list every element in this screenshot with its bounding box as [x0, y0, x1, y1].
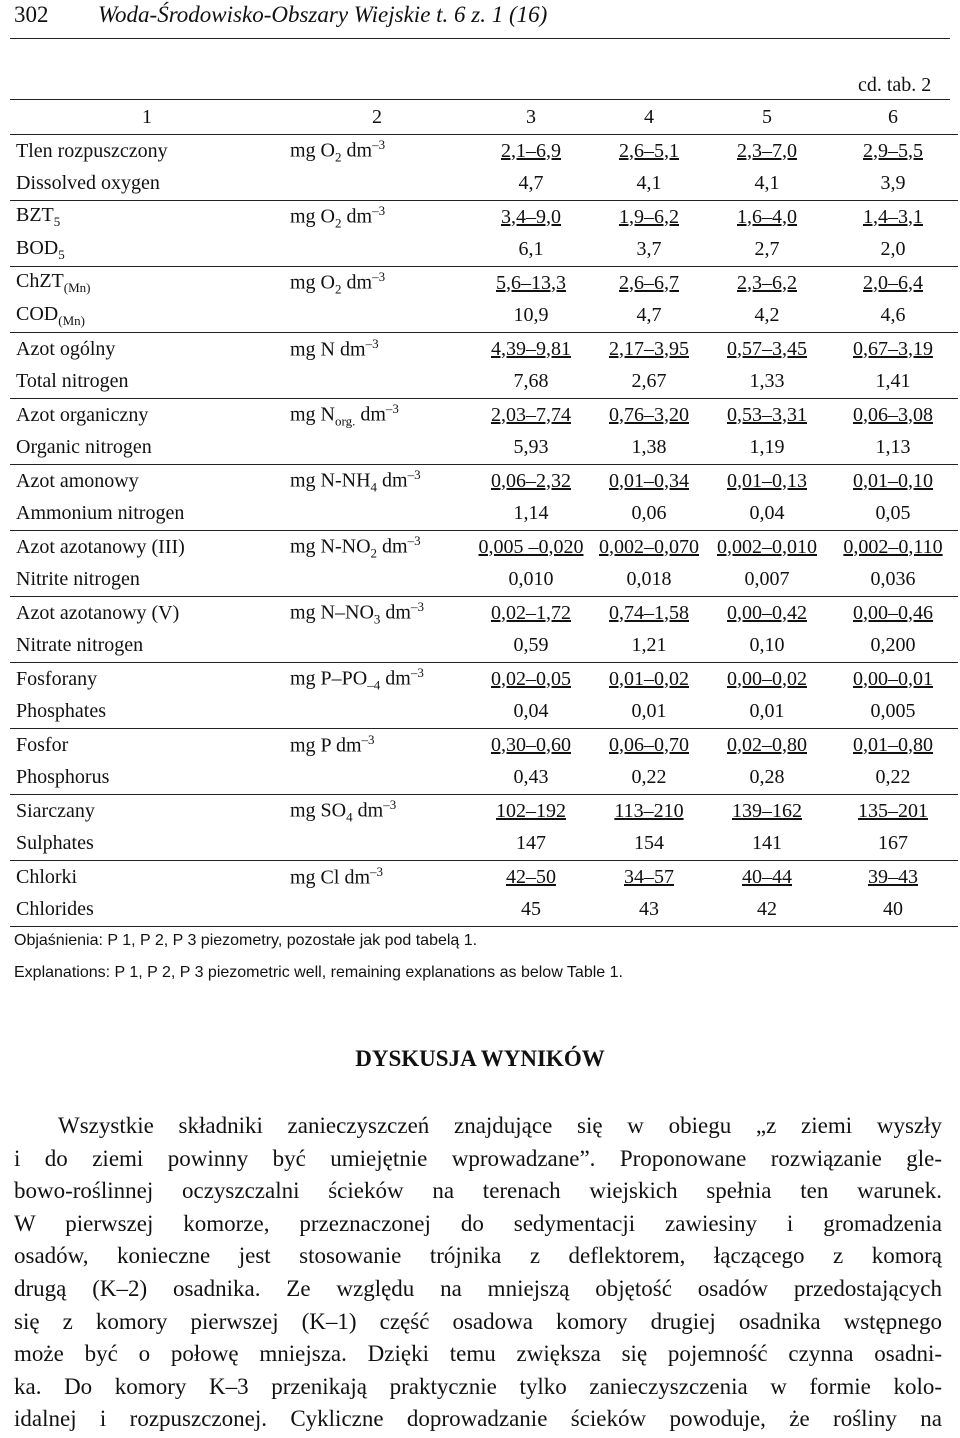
- value-mean: 0,036: [828, 563, 958, 597]
- paragraph-line: i do ziemi powinny być umiejętnie wprowadzane”. Proponowane rozwiązanie gle-: [14, 1145, 942, 1171]
- value-mean: 0,04: [706, 497, 828, 531]
- value-range: 0,01–0,80: [853, 733, 933, 756]
- value-range: 0,74–1,58: [609, 601, 689, 624]
- empty-cell: [284, 563, 470, 597]
- parameter-unit: mg Cl $dm^{-3}$: [290, 864, 384, 889]
- paragraph-line: W pierwszej komorze, przeznaczonej do sedymentacji zawiesiny i gromadzenia: [14, 1210, 942, 1236]
- paragraph-line: idalnej i rozpuszczonej. Cykliczne doprowadzanie ścieków powoduje, że rośliny na: [14, 1406, 942, 1432]
- empty-cell: [284, 761, 470, 795]
- value-range: 4,39–9,81: [491, 337, 571, 360]
- journal-title: Woda-Środowisko-Obszary Wiejskie t. 6 z. 1 (16): [98, 2, 548, 27]
- value-mean: 0,10: [706, 629, 828, 663]
- body-paragraph: [14, 1110, 942, 1436]
- value-mean: 1,41: [828, 365, 958, 399]
- value-range: 0,00–0,42: [727, 601, 807, 624]
- column-number: 5: [706, 100, 828, 135]
- value-range: 2,1–6,9: [501, 139, 561, 162]
- parameter-unit: mg $O_2$ $dm^{-3}$: [290, 268, 386, 297]
- parameter-row-means: [10, 893, 958, 927]
- parameter-name-en: Nitrate nitrogen: [10, 629, 284, 663]
- parameter-name-en: Phosphorus: [10, 761, 284, 795]
- parameter-row-ranges: [10, 465, 958, 498]
- value-range: 1,4–3,1: [863, 205, 923, 228]
- value-range: 2,0–6,4: [863, 271, 923, 294]
- value-mean: 7,68: [470, 365, 592, 399]
- value-range: 0,01–0,02: [609, 667, 689, 690]
- value-range: 0,00–0,02: [727, 667, 807, 690]
- page-number: 302: [14, 2, 49, 27]
- value-range: 0,06–0,70: [609, 733, 689, 756]
- value-range: 2,03–7,74: [491, 403, 571, 426]
- parameter-row-ranges: [10, 663, 958, 696]
- parameter-row-means: [10, 233, 958, 267]
- paragraph-line: się z komory pierwszej (K–1) część osadowa komory drugiej osadnika wstępnego: [14, 1308, 942, 1334]
- note-english: Explanations: P 1, P 2, P 3 piezometric well, remaining explanations as below Table 1.: [14, 964, 623, 981]
- value-range: 0,02–0,05: [491, 667, 571, 690]
- value-mean: 4,2: [706, 299, 828, 333]
- empty-cell: [284, 629, 470, 663]
- value-mean: 0,01: [592, 695, 706, 729]
- parameter-row-means: [10, 431, 958, 465]
- value-range: 135–201: [858, 799, 928, 822]
- table-continuation-label: cd. tab. 2: [858, 74, 932, 96]
- value-mean: 141: [706, 827, 828, 861]
- value-range: 2,6–5,1: [619, 139, 679, 162]
- value-range: 3,4–9,0: [501, 205, 561, 228]
- parameter-name-en: Chlorides: [10, 893, 284, 927]
- value-range: 1,6–4,0: [737, 205, 797, 228]
- paragraph-line: osadów, konieczne jest stosowanie trójnika z deflektorem, łączącego z komorą: [14, 1243, 942, 1269]
- value-range: 0,06–3,08: [853, 403, 933, 426]
- value-mean: 1,13: [828, 431, 958, 465]
- parameter-name-pl: Azot azotanowy (V): [16, 601, 180, 624]
- value-range: 0,30–0,60: [491, 733, 571, 756]
- parameter-name-pl: Azot amonowy: [16, 469, 139, 492]
- parameter-name-pl: Chlorki: [16, 865, 78, 888]
- parameter-name-en: Sulphates: [10, 827, 284, 861]
- parameter-unit: mg $O_2$ $dm^{-3}$: [290, 136, 386, 165]
- value-mean: 0,59: [470, 629, 592, 663]
- value-mean: 167: [828, 827, 958, 861]
- value-range: 1,9–6,2: [619, 205, 679, 228]
- parameter-row-means: [10, 629, 958, 663]
- paragraph-line: może być o połowę mniejsza. Dzięki temu zwiększa się pojemność czynna osadni-: [14, 1341, 942, 1367]
- value-mean: 10,9: [470, 299, 592, 333]
- paragraph-line: ka. Do komory K–3 przenikają praktycznie tylko zanieczyszczenia w formie kolo-: [14, 1373, 942, 1399]
- value-mean: 147: [470, 827, 592, 861]
- value-mean: 40: [828, 893, 958, 927]
- parameter-row-means: [10, 497, 958, 531]
- value-range: 0,01–0,34: [609, 469, 689, 492]
- value-mean: 6,1: [470, 233, 592, 267]
- value-mean: 1,19: [706, 431, 828, 465]
- column-number: 6: [828, 100, 958, 135]
- value-range: 0,67–3,19: [853, 337, 933, 360]
- value-mean: 1,38: [592, 431, 706, 465]
- parameter-row-means: [10, 827, 958, 861]
- parameter-row-ranges: [10, 201, 958, 234]
- parameter-row-ranges: [10, 135, 958, 168]
- value-range: 0,53–3,31: [727, 403, 807, 426]
- empty-cell: [284, 233, 470, 267]
- column-number: 1: [10, 100, 284, 135]
- parameter-name-en: Phosphates: [10, 695, 284, 729]
- parameter-row-ranges: [10, 333, 958, 366]
- value-mean: 0,06: [592, 497, 706, 531]
- value-range: 0,00–0,46: [853, 601, 933, 624]
- parameter-unit: mg N $dm^{-3}$: [290, 336, 379, 361]
- value-mean: 0,01: [706, 695, 828, 729]
- value-range: 0,02–0,80: [727, 733, 807, 756]
- value-range: 2,17–3,95: [609, 337, 689, 360]
- value-mean: 4,7: [470, 167, 592, 201]
- empty-cell: [284, 497, 470, 531]
- value-mean: 0,200: [828, 629, 958, 663]
- parameter-row-ranges: [10, 267, 958, 300]
- value-range: 39–43: [868, 865, 918, 888]
- data-table: [10, 100, 958, 927]
- parameter-row-ranges: [10, 597, 958, 630]
- note-polish: Objaśnienia: P 1, P 2, P 3 piezometry, pozostałe jak pod tabelą 1.: [14, 932, 478, 949]
- value-range: 2,3–6,2: [737, 271, 797, 294]
- value-mean: 3,9: [828, 167, 958, 201]
- parameter-unit: mg $P-PO_{-4}$ $dm^{-3}$: [290, 664, 424, 693]
- parameter-name-pl: ChZT$_{(Mn)}$: [16, 270, 91, 295]
- parameter-name-pl: $BZT_5$: [16, 204, 61, 229]
- parameter-row-means: [10, 365, 958, 399]
- value-range: 0,57–3,45: [727, 337, 807, 360]
- parameter-unit: mg $SO_4$ $dm^{-3}$: [290, 796, 397, 825]
- value-mean: 0,22: [592, 761, 706, 795]
- value-mean: 0,007: [706, 563, 828, 597]
- value-range: 0,005 –0,020: [478, 535, 584, 558]
- column-number-row: [10, 100, 958, 135]
- value-mean: 4,1: [706, 167, 828, 201]
- value-range: 0,06–2,32: [491, 469, 571, 492]
- parameter-name-pl: Fosforany: [16, 667, 98, 690]
- value-mean: 0,005: [828, 695, 958, 729]
- value-range: 0,02–1,72: [491, 601, 571, 624]
- column-number: 3: [470, 100, 592, 135]
- value-range: 113–210: [614, 799, 684, 822]
- parameter-name-pl: Azot azotanowy (III): [16, 535, 185, 558]
- running-header: [14, 2, 547, 28]
- value-range: 5,6–13,3: [496, 271, 566, 294]
- value-range: 0,002–0,010: [717, 535, 817, 558]
- parameter-row-means: [10, 563, 958, 597]
- empty-cell: [284, 431, 470, 465]
- paragraph-line: drugą (K–2) osadnika. Ze względu na mniejszą objętość osadów przedostających: [14, 1275, 942, 1301]
- value-mean: 1,14: [470, 497, 592, 531]
- parameter-row-means: [10, 761, 958, 795]
- parameter-row-ranges: [10, 795, 958, 828]
- header-rule: [10, 38, 950, 39]
- parameter-name-en: $COD_{(Mn)}$: [10, 299, 284, 333]
- column-number: 2: [284, 100, 470, 135]
- parameter-name-en: $BOD_5$: [10, 233, 284, 267]
- value-range: 2,9–5,5: [863, 139, 923, 162]
- value-mean: 0,22: [828, 761, 958, 795]
- value-range: 2,6–6,7: [619, 271, 679, 294]
- parameter-name-en: Total nitrogen: [10, 365, 284, 399]
- value-range: 34–57: [624, 865, 674, 888]
- section-title: DYSKUSJA WYNIKÓW: [355, 1046, 605, 1071]
- parameter-unit: mg P $dm^{-3}$: [290, 732, 375, 757]
- value-mean: 4,6: [828, 299, 958, 333]
- parameter-name-en: Nitrite nitrogen: [10, 563, 284, 597]
- value-range: 40–44: [742, 865, 792, 888]
- value-mean: 1,21: [592, 629, 706, 663]
- column-number: 4: [592, 100, 706, 135]
- value-mean: 2,0: [828, 233, 958, 267]
- value-mean: 1,33: [706, 365, 828, 399]
- value-range: 2,3–7,0: [737, 139, 797, 162]
- paragraph-line: bowo-roślinnej oczyszczalni ścieków na terenach wiejskich spełnia ten warunek.: [14, 1178, 942, 1204]
- parameter-unit: mg $N-NH_4$ $dm^{-3}$: [290, 466, 421, 495]
- parameter-row-means: [10, 299, 958, 333]
- value-mean: 2,7: [706, 233, 828, 267]
- value-range: 102–192: [496, 799, 566, 822]
- value-range: 139–162: [732, 799, 802, 822]
- value-mean: 42: [706, 893, 828, 927]
- value-mean: 3,7: [592, 233, 706, 267]
- empty-cell: [284, 695, 470, 729]
- parameter-unit: mg $N_{org.}$ $dm^{-3}$: [290, 400, 399, 429]
- value-mean: 45: [470, 893, 592, 927]
- empty-cell: [284, 893, 470, 927]
- empty-cell: [284, 365, 470, 399]
- value-mean: 0,010: [470, 563, 592, 597]
- value-range: 0,00–0,01: [853, 667, 933, 690]
- parameter-name-pl: Azot organiczny: [16, 403, 149, 426]
- value-range: 0,01–0,13: [727, 469, 807, 492]
- parameter-unit: mg $N-NO_2$ $dm^{-3}$: [290, 532, 421, 561]
- parameter-name-en: Dissolved oxygen: [10, 167, 284, 201]
- value-mean: 0,43: [470, 761, 592, 795]
- value-mean: 0,05: [828, 497, 958, 531]
- parameter-name-pl: Fosfor: [16, 733, 69, 756]
- paragraph-line: Wszystkie składniki zanieczyszczeń znajdujące się w obiegu „z ziemi wyszły: [58, 1113, 942, 1138]
- empty-cell: [284, 167, 470, 201]
- parameter-name-pl: Azot ogólny: [16, 337, 116, 360]
- value-mean: 4,1: [592, 167, 706, 201]
- value-range: 0,002–0,110: [843, 535, 943, 558]
- value-mean: 2,67: [592, 365, 706, 399]
- parameter-name-pl: Siarczany: [16, 799, 95, 822]
- parameter-row-ranges: [10, 531, 958, 564]
- parameter-row-means: [10, 167, 958, 201]
- value-mean: 0,018: [592, 563, 706, 597]
- value-mean: 0,28: [706, 761, 828, 795]
- value-mean: 43: [592, 893, 706, 927]
- parameter-name-pl: Tlen rozpuszczony: [16, 139, 168, 162]
- parameter-name-en: Organic nitrogen: [10, 431, 284, 465]
- parameter-row-ranges: [10, 729, 958, 762]
- value-range: 0,01–0,10: [853, 469, 933, 492]
- value-mean: 4,7: [592, 299, 706, 333]
- value-range: 42–50: [506, 865, 556, 888]
- empty-cell: [284, 299, 470, 333]
- value-range: 0,76–3,20: [609, 403, 689, 426]
- value-mean: 154: [592, 827, 706, 861]
- parameter-name-en: Ammonium nitrogen: [10, 497, 284, 531]
- parameter-row-means: [10, 695, 958, 729]
- parameter-row-ranges: [10, 399, 958, 432]
- parameter-unit: mg $N-NO_3$ $dm^{-3}$: [290, 598, 424, 627]
- empty-cell: [284, 827, 470, 861]
- parameter-row-ranges: [10, 861, 958, 894]
- value-mean: 5,93: [470, 431, 592, 465]
- value-range: 0,002–0,070: [599, 535, 699, 558]
- value-mean: 0,04: [470, 695, 592, 729]
- parameter-unit: mg $O_2$ $dm^{-3}$: [290, 202, 386, 231]
